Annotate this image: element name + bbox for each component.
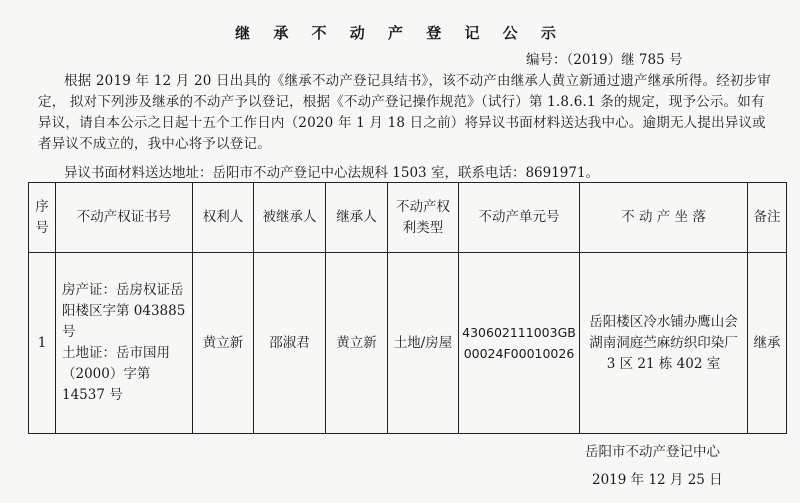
header-seq: 序号	[29, 183, 56, 253]
registration-table	[28, 182, 787, 434]
header-remark: 备注	[748, 183, 787, 253]
document-number: 编号：（2019）继 785 号	[526, 52, 683, 68]
cell-decedent: 邵淑君	[254, 253, 326, 434]
objection-address: 异议书面材料送达地址：岳阳市不动产登记中心法规科 1503 室，联系电话：8691971。	[64, 165, 600, 181]
header-decedent: 被继承人	[254, 183, 326, 253]
cell-unit-no: 430602111003GB00024F00010026	[459, 253, 580, 434]
header-cert-no: 不动产权证书号	[56, 183, 193, 253]
header-location: 不 动 产 坐 落	[580, 183, 748, 253]
cell-heir: 黄立新	[326, 253, 388, 434]
cell-owner: 黄立新	[193, 253, 254, 434]
table-row	[29, 253, 787, 434]
cert-land: 土地证：岳市国用（2000）字第 14537 号	[62, 345, 170, 403]
cert-house: 房产证：岳房权证岳阳楼区字第 043885 号	[62, 282, 186, 340]
header-owner: 权利人	[193, 183, 254, 253]
issuing-organization: 岳阳市不动产登记中心	[585, 444, 720, 460]
document-title: 继 承 不 动 产 登 记 公 示	[235, 24, 565, 42]
cell-remark: 继承	[748, 253, 787, 434]
header-unit-no: 不动产单元号	[459, 183, 580, 253]
cell-cert-no	[56, 253, 193, 434]
issue-date: 2019 年 12 月 25 日	[592, 472, 723, 488]
cell-seq: 1	[29, 253, 56, 434]
header-heir: 继承人	[326, 183, 388, 253]
table-header-row	[29, 183, 787, 253]
cell-right-type: 土地/房屋	[388, 253, 459, 434]
header-right-type: 不动产权利类型	[388, 183, 459, 253]
announcement-body: 根据 2019 年 12 月 20 日出具的《继承不动产登记具结书》，该不动产由继承人黄立新通过遗产继承所得。经初步审定， 拟对下列涉及继承的不动产予以登记，根据《不动产登记操作规范》（试行）第 1.8.6.1 条的规定，现予公示。如有异议，请自本公示之日起十五个工作日内（2020 年 1 月 18 日之前）将异议书面材料送达我中心。逾期无人提出异议或者异议不成立的，我中心将予以登记。	[38, 73, 772, 152]
cell-location: 岳阳楼区冷水铺办鹰山会湖南洞庭苎麻纺织印染厂 3 区 21 栋 402 室	[580, 253, 748, 434]
